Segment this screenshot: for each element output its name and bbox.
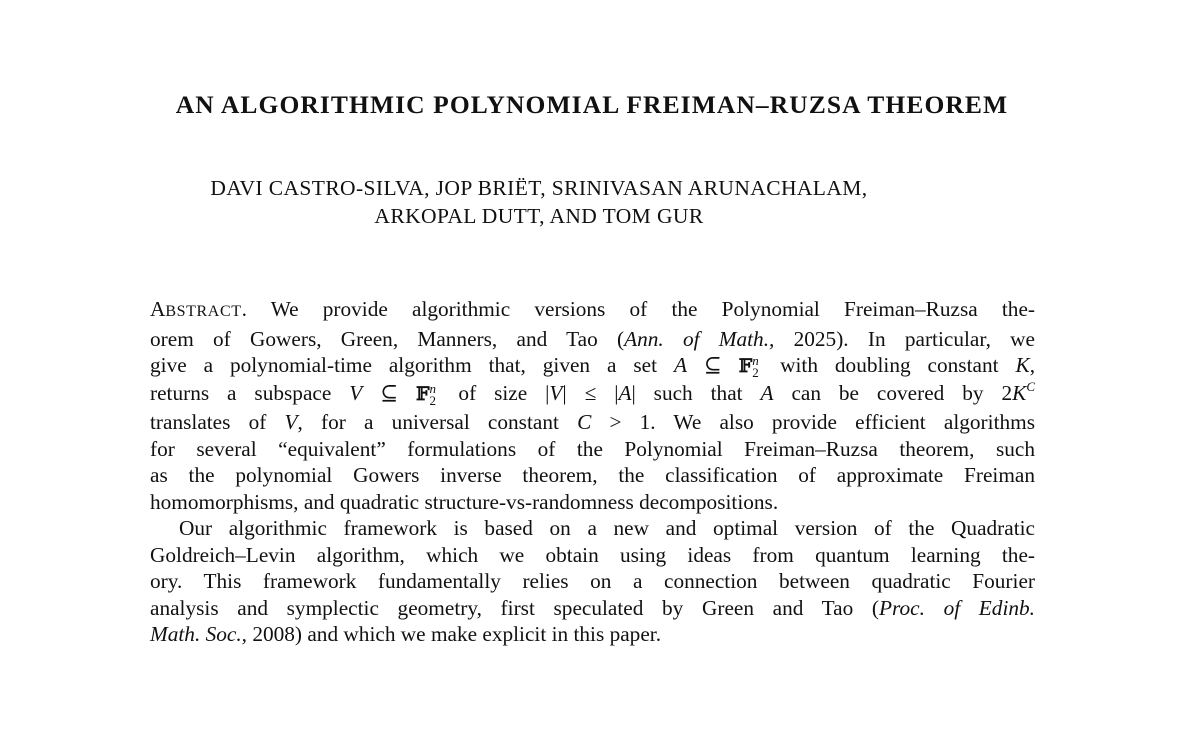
author-list <box>0 174 1078 230</box>
paper-title: AN ALGORITHMIC POLYNOMIAL FREIMAN–RUZSA THEOREM <box>175 90 1009 119</box>
journal-citation: Ann. of Math., <box>624 326 775 351</box>
abstract-line: ory. This framework fundamentally relies on a connection between quadratic Fourier <box>150 569 1035 593</box>
abstract-line: returns a subspace V ⊆ 𝔽 n 2 of size |V| ≤ |A| such that A can be covered by $2K^C$ <box>150 378 1036 408</box>
math-symbol: A <box>673 353 687 377</box>
abstract-line: translates of V, for a universal constant C > 1. We also provide efficient algorithms <box>150 410 1035 434</box>
math-symbol: K <box>1015 353 1030 377</box>
abstract-line: Our algorithmic framework is based on a new and optimal version of the Quadratic <box>179 516 1035 540</box>
abstract-line: ABSTRACT. We provide algorithmic versions of the Polynomial Freiman–Ruzsa the- <box>150 297 1035 321</box>
authors-line-1: DAVI CASTRO-SILVA, JOP BRIËT, SRINIVASAN ARUNACHALAM, <box>210 176 868 200</box>
abstract <box>150 296 1035 648</box>
math-field-symbol: 𝔽 <box>738 355 753 377</box>
abstract-line: Goldreich–Levin algorithm, which we obtain using ideas from quantum learning the- <box>150 542 1035 567</box>
abstract-label: ABSTRACT. <box>150 297 247 321</box>
journal-citation: Proc. of Edinb. <box>879 595 1035 620</box>
math-symbol: V <box>349 380 363 405</box>
authors-line-2: ARKOPAL DUTT, AND TOM GUR <box>374 204 704 228</box>
math-field-symbol: 𝔽 <box>416 382 430 405</box>
abstract-line: as the polynomial Gowers inverse theorem, the classification of approximate Freiman <box>150 463 1035 487</box>
abstract-line: homomorphisms, and quadratic structure-vs-randomness decompositions. <box>150 489 779 514</box>
abstract-line: Math. Soc., 2008) and which we make explicit in this paper. <box>150 622 662 646</box>
abstract-line: analysis and symplectic geometry, first speculated by Green and Tao (Proc. of Edinb. <box>150 595 1035 620</box>
journal-citation: Math. Soc., <box>150 622 248 646</box>
abstract-line: for several “equivalent” formulations of the Polynomial Freiman–Ruzsa theorem, such <box>150 436 1035 461</box>
abstract-line: orem of Gowers, Green, Manners, and Tao (Ann. of Math., 2025). In particular, we <box>150 326 1035 351</box>
abstract-line: give a polynomial-time algorithm that, given a set A ⊆ 𝔽 n 2 with doubling constant K, <box>150 353 1036 380</box>
